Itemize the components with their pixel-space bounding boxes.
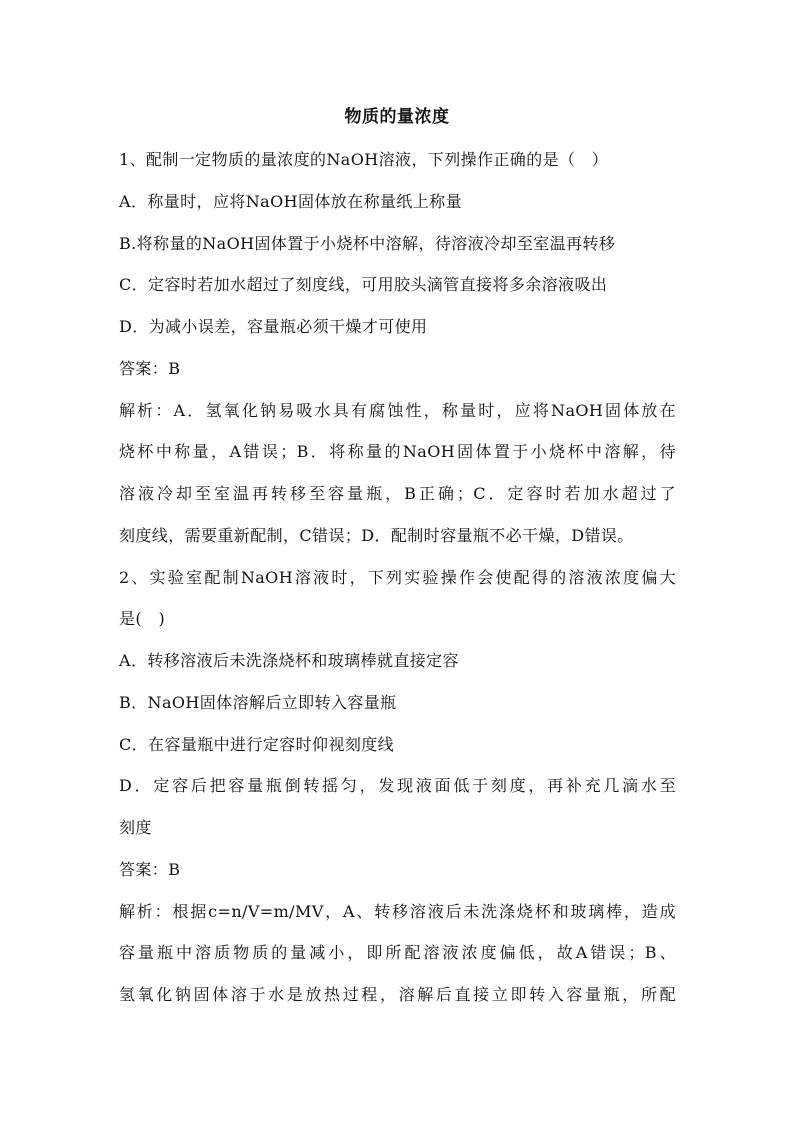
question-1-stem: 1、配制一定物质的量浓度的NaOH溶液，下列操作正确的是（ ）	[119, 150, 609, 169]
question-2-option-d: D．定容后把容量瓶倒转摇匀，发现液面低于刻度，再补充几滴水至	[119, 776, 676, 796]
question-1-option-c: C．定容时若加水超过了刻度线，可用胶头滴管直接将多余溶液吸出	[119, 275, 608, 295]
question-2-option-c: C．在容量瓶中进行定容时仰视刻度线	[119, 734, 395, 754]
question-2-option-d-end: 刻度	[119, 818, 152, 837]
question-2-explanation-line: 解析：根据c=n/V=m/MV，A、转移溶液后未洗涤烧杯和玻璃棒，造成	[119, 901, 676, 921]
document-body	[119, 147, 676, 1024]
question-1-explanation-line: 解析：A．氢氧化钠易吸水具有腐蚀性，称量时，应将NaOH固体放在	[119, 400, 676, 420]
document-title: 物质的量浓度	[344, 107, 450, 127]
question-2-explanation-line: 氢氧化钠固体溶于水是放热过程，溶解后直接立即转入容量瓶，所配	[119, 985, 676, 1004]
question-2-stem-end: 是( )	[119, 609, 166, 629]
question-2-answer: 答案：B	[119, 859, 181, 879]
question-1-option-a: A．称量时，应将NaOH固体放在称量纸上称量	[119, 191, 462, 211]
question-2-stem: 2、实验室配制NaOH溶液时，下列实验操作会使配得的溶液浓度偏大	[119, 567, 676, 587]
question-2-explanation-line: 容量瓶中溶质物质的量减小，即所配溶液浓度偏低，故A错误；B、	[119, 943, 676, 963]
question-2-option-b: B．NaOH固体溶解后立即转入容量瓶	[119, 692, 397, 712]
question-1-explanation-line: 溶液冷却至室温再转移至容量瓶，B正确；C．定容时若加水超过了	[119, 484, 676, 503]
question-1-explanation-line: 烧杯中称量，A错误；B．将称量的NaOH固体置于小烧杯中溶解，待	[119, 442, 676, 462]
question-1-answer: 答案：B	[119, 358, 181, 378]
question-1-option-d: D．为减小误差，容量瓶必须干燥才可使用	[119, 317, 428, 336]
question-2-option-a: A．转移溶液后未洗涤烧杯和玻璃棒就直接定容	[119, 651, 459, 670]
question-1-explanation-line: 刻度线，需要重新配制，C错误；D．配制时容量瓶不必干燥，D错误。	[119, 525, 634, 545]
question-1-option-b: B.将称量的NaOH固体置于小烧杯中溶解，待溶液冷却至室温再转移	[119, 233, 616, 253]
